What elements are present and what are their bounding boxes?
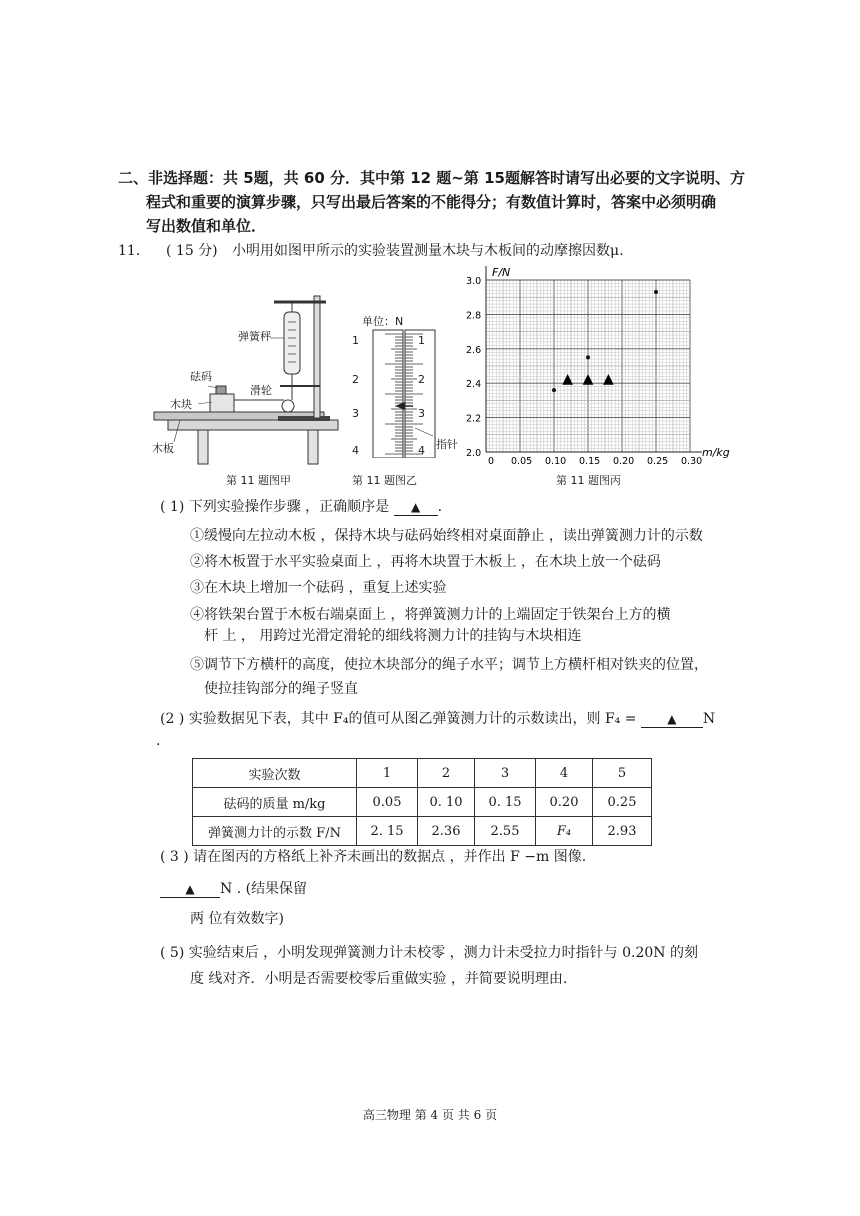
part4-prompt: [160, 878, 307, 900]
table-cell: 1: [357, 759, 418, 788]
part1-prompt: [160, 496, 442, 518]
label-board: 木板: [152, 442, 174, 455]
scale-left-4: 4: [352, 444, 359, 457]
table-cell: 2.36: [418, 817, 475, 846]
table-row-header: 砝码的质量 m/kg: [193, 788, 357, 817]
x-tick-label: 0.30: [681, 456, 703, 467]
scale-right-4: 4: [418, 444, 425, 457]
page-footer: 高三物理 第 4 页 共 6 页: [362, 1108, 498, 1122]
data-point: [552, 388, 556, 392]
chart-y-axis-label: F/N: [492, 266, 511, 279]
y-tick-label: 2.8: [466, 310, 482, 322]
label-block: 木块: [170, 398, 192, 411]
x-tick-label: 0.20: [613, 456, 635, 467]
y-tick-label: 2.2: [466, 413, 482, 425]
section-heading-line2: 程式和重要的演算步骤，只写出最后答案的不能得分；有数值计算时，答案中必须明确: [146, 193, 717, 211]
part5-line2: 度 线对齐．小明是否需要校零后重做实验 ，并简要说明理由.: [190, 971, 568, 987]
triangle-marker: ▲: [582, 371, 594, 388]
part1-prompt-text: ( 1) 下列实验操作步骤 ，正确顺序是: [160, 499, 390, 515]
part5-line1: ( 5) 实验结束后 ，小明发现弹簧测力计未校零 ，测力计未受拉力时指针与 0.20N 的刻: [160, 945, 698, 961]
data-point: [586, 355, 590, 359]
table-cell: 2: [418, 759, 475, 788]
part2-unit: N: [702, 711, 716, 727]
scale-right-1: 1: [418, 334, 425, 347]
part1-tail: .: [437, 499, 443, 515]
table-cell: 2.55: [475, 817, 536, 846]
question-points: ( 15 分): [166, 243, 218, 259]
part2-answer-blank: ▲: [641, 711, 703, 728]
table-cell: 2.93: [593, 817, 652, 846]
table-row-header: 实验次数: [193, 759, 357, 788]
table-row-header: 弹簧测力计的示数 F/N: [193, 817, 357, 846]
scale-left-2: 2: [352, 373, 359, 386]
label-spring-scale: 弹簧秤: [238, 330, 271, 343]
step-1: ①缓慢向左拉动木板 ，保持木块与砝码始终相对桌面静止 ，读出弹簧测力计的示数: [190, 528, 703, 544]
part2-dot: .: [156, 733, 161, 749]
caption-bing: 第 11 题图丙: [556, 474, 621, 487]
y-tick-label: 2.0: [466, 448, 482, 459]
table-cell: 3: [475, 759, 536, 788]
part4-tail: N . (结果保留: [220, 881, 308, 897]
x-tick-label: 0.10: [545, 456, 567, 467]
x-tick-label: 0.15: [579, 456, 601, 467]
part3-text: ( 3 ) 请在图丙的方格纸上补齐未画出的数据点 ，并作出 F −m 图像.: [160, 849, 587, 865]
part2-prompt: [160, 708, 715, 730]
y-tick-label: 3.0: [466, 276, 482, 287]
table-cell: 0.05: [357, 788, 418, 817]
scale-right-3: 3: [418, 407, 425, 420]
section-heading-line1: 二、非选择题：共 5题，共 60 分．其中第 12 题~第 15题解答时请写出必要的文字说明、方: [118, 169, 745, 187]
chart-x-axis-label: m/kg: [702, 446, 730, 459]
table-cell: 4: [536, 759, 593, 788]
part4-answer-blank: ▲: [160, 881, 220, 898]
table-cell: F₄: [536, 817, 593, 846]
y-tick-label: 2.6: [466, 344, 482, 356]
table-row: [193, 817, 652, 846]
scale-right-2: 2: [418, 373, 425, 386]
x-tick-label: 0: [488, 456, 495, 467]
table-cell: 0.20: [536, 788, 593, 817]
table-cell: 2. 15: [357, 817, 418, 846]
step-2: ②将木板置于水平实验桌面上 ，再将木块置于木板上 ，在木块上放一个砝码: [190, 554, 661, 570]
figure-jia-apparatus: [150, 290, 340, 468]
data-table: [192, 758, 652, 846]
question-number: 11．: [118, 243, 150, 259]
step-5-cont: 使拉挂钩部分的绳子竖直: [204, 681, 358, 697]
figure-bing-chart: [462, 262, 742, 472]
table-row: [193, 788, 652, 817]
table-row: [193, 759, 652, 788]
label-pulley: 滑轮: [250, 384, 272, 397]
step-4-cont: 杆 上 ， 用跨过光滑定滑轮的细线将测力计的挂钩与木块相连: [204, 628, 582, 644]
label-weight: 砝码: [190, 370, 212, 383]
scale-unit: 单位：N: [362, 315, 404, 328]
section-heading-line3: 写出数值和单位．: [146, 217, 267, 235]
x-tick-label: 0.05: [511, 456, 533, 467]
table-cell: 0. 15: [475, 788, 536, 817]
part4-line2: 两 位有效数字): [190, 911, 284, 927]
triangle-marker: ▲: [562, 371, 573, 388]
step-3: ③在木块上增加一个砝码 ，重复上述实验: [190, 580, 447, 596]
step-4: ④将铁架台置于木板右端桌面上 ，将弹簧测力计的上端固定于铁架台上方的横: [190, 607, 671, 623]
question-stem: 小明用如图甲所示的实验装置测量木块与木板间的动摩擦因数μ.: [232, 243, 624, 259]
part1-answer-blank: ▲: [394, 499, 438, 516]
x-tick-label: 0.25: [647, 456, 669, 467]
table-cell: 5: [593, 759, 652, 788]
part2-prompt-text: (2 ) 实验数据见下表，其中 F₄的值可从图乙弹簧测力计的示数读出，则 F₄ =: [160, 711, 637, 727]
caption-yi: 第 11 题图乙: [352, 474, 417, 487]
y-tick-label: 2.4: [466, 379, 482, 391]
table-cell: 0. 10: [418, 788, 475, 817]
triangle-marker: ▲: [603, 371, 614, 388]
scale-left-3: 3: [352, 407, 359, 420]
scale-left-1: 1: [352, 334, 359, 347]
step-5: ⑤调节下方横杆的高度，使拉木块部分的绳子水平；调节上方横杆相对铁夹的位置，: [190, 657, 708, 673]
label-pointer: 指针: [436, 438, 458, 451]
table-cell: 0.25: [593, 788, 652, 817]
data-point: [654, 290, 658, 294]
caption-jia: 第 11 题图甲: [226, 474, 291, 487]
